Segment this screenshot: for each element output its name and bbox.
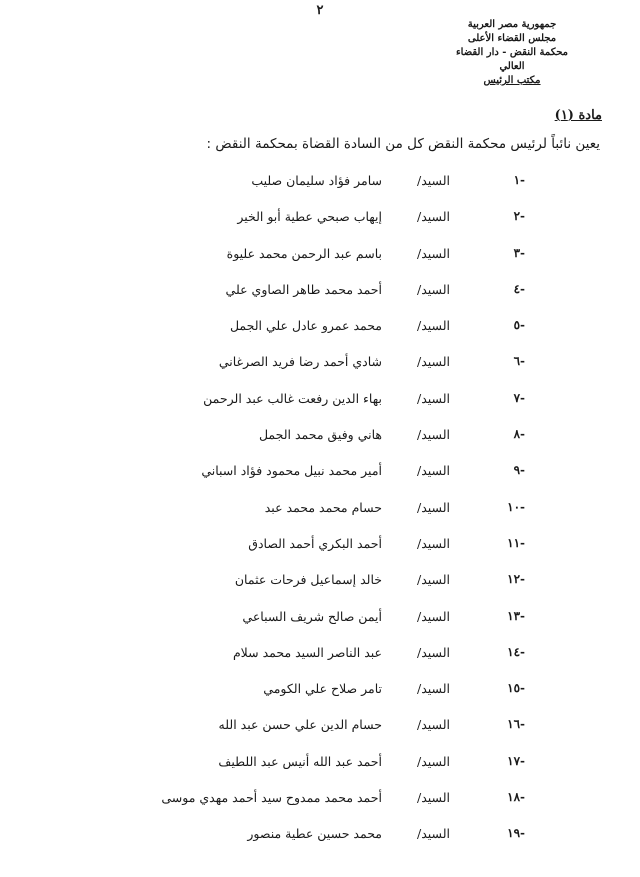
entry-name: محمد حسين عطية منصور bbox=[247, 826, 382, 842]
list-item bbox=[0, 568, 640, 604]
entry-name: حسام محمد محمد عبد bbox=[264, 499, 382, 515]
list-item bbox=[0, 532, 640, 568]
entry-title: السيد/ bbox=[417, 644, 450, 660]
entry-name: حسام الدين علي حسن عبد الله bbox=[218, 717, 382, 733]
list-item bbox=[0, 314, 640, 350]
letterhead-council: مجلس القضاء الأعلى bbox=[467, 33, 557, 44]
letterhead-office: مكتب الرئيس bbox=[483, 75, 541, 86]
entry-title: السيد/ bbox=[417, 390, 450, 406]
entry-num: -١ bbox=[513, 173, 525, 187]
entry-title: السيد/ bbox=[417, 173, 450, 188]
entry-num: -٨ bbox=[513, 427, 525, 442]
appointee-list bbox=[0, 169, 640, 859]
article-label: مادة (١) bbox=[554, 108, 602, 123]
entry-num: -٩ bbox=[513, 463, 525, 478]
entry-num: -٣ bbox=[513, 245, 525, 260]
entry-name: أحمد محمد ممدوح سيد أحمد مهدي موسى bbox=[161, 790, 382, 806]
list-item bbox=[0, 278, 640, 314]
entry-title: السيد/ bbox=[417, 245, 450, 261]
entry-title: السيد/ bbox=[417, 753, 450, 769]
entry-title: السيد/ bbox=[417, 209, 450, 225]
entry-name: أحمد محمد طاهر الصاوي علي bbox=[225, 281, 382, 297]
entry-num: -١٦ bbox=[507, 717, 525, 732]
entry-title: السيد/ bbox=[417, 608, 450, 624]
list-item bbox=[0, 605, 640, 641]
entry-num: -١٩ bbox=[507, 826, 525, 841]
list-item bbox=[0, 822, 640, 858]
letterhead-country: جمهورية مصر العربية bbox=[467, 19, 557, 30]
list-item bbox=[0, 677, 640, 713]
entry-num: -١١ bbox=[507, 535, 525, 550]
entry-num: -٥ bbox=[513, 318, 525, 333]
entry-name: أحمد البكري أحمد الصادق bbox=[248, 535, 382, 551]
entry-name: تامر صلاح علي الكومي bbox=[263, 681, 382, 697]
list-item bbox=[0, 387, 640, 423]
list-item bbox=[0, 459, 640, 495]
entry-num: -١٧ bbox=[507, 753, 525, 768]
entry-title: السيد/ bbox=[417, 463, 450, 479]
entry-name: أحمد عبد الله أنيس عبد اللطيف bbox=[218, 753, 382, 769]
entry-name: هاني وفيق محمد الجمل bbox=[258, 427, 382, 443]
entry-name: محمد عمرو عادل علي الجمل bbox=[229, 318, 382, 334]
entry-name: باسم عبد الرحمن محمد عليوة bbox=[226, 245, 382, 261]
list-item bbox=[0, 205, 640, 241]
entry-num: -٤ bbox=[513, 281, 525, 296]
entry-name: بهاء الدين رفعت غالب عبد الرحمن bbox=[203, 390, 382, 406]
entry-name: عبد الناصر السيد محمد سلام bbox=[232, 644, 382, 660]
entry-num: -١٨ bbox=[507, 790, 525, 805]
list-item bbox=[0, 242, 640, 278]
list-item bbox=[0, 641, 640, 677]
page-number: ٢ bbox=[316, 3, 324, 18]
entry-name: سامر فؤاد سليمان صليب bbox=[251, 173, 382, 188]
entry-num: -١٣ bbox=[507, 608, 525, 623]
entry-num: -٧ bbox=[513, 390, 525, 405]
entry-name: أيمن صالح شريف السباعي bbox=[242, 608, 382, 624]
entry-title: السيد/ bbox=[417, 717, 450, 733]
intro-text: يعين نائباً لرئيس محكمة النقض كل من السادة القضاة بمحكمة النقض : bbox=[206, 136, 600, 152]
entry-name: إيهاب صبحي عطية أبو الخير bbox=[237, 209, 382, 225]
letterhead-court: محكمة النقض - دار القضاء العالي bbox=[455, 47, 569, 72]
entry-title: السيد/ bbox=[417, 572, 450, 588]
list-item bbox=[0, 713, 640, 749]
letterhead bbox=[452, 18, 572, 88]
list-item bbox=[0, 496, 640, 532]
entry-title: السيد/ bbox=[417, 499, 450, 515]
entry-title: السيد/ bbox=[417, 427, 450, 443]
list-item bbox=[0, 750, 640, 786]
entry-num: -٢ bbox=[513, 209, 525, 224]
entry-title: السيد/ bbox=[417, 681, 450, 697]
entry-title: السيد/ bbox=[417, 281, 450, 297]
entry-num: -١٢ bbox=[507, 572, 525, 587]
entry-name: خالد إسماعيل فرحات عثمان bbox=[234, 572, 382, 588]
entry-num: -٦ bbox=[513, 354, 525, 369]
list-item bbox=[0, 169, 640, 205]
entry-name: أمير محمد نبيل محمود فؤاد اسباني bbox=[201, 463, 382, 479]
entry-title: السيد/ bbox=[417, 354, 450, 370]
list-item bbox=[0, 786, 640, 822]
entry-title: السيد/ bbox=[417, 790, 450, 806]
entry-title: السيد/ bbox=[417, 826, 450, 842]
list-item bbox=[0, 350, 640, 386]
list-item bbox=[0, 423, 640, 459]
entry-num: -١٤ bbox=[507, 644, 525, 659]
entry-name: شادي أحمد رضا فريد الصرغاني bbox=[218, 354, 382, 370]
entry-title: السيد/ bbox=[417, 535, 450, 551]
entry-num: -١٥ bbox=[507, 681, 525, 696]
entry-title: السيد/ bbox=[417, 318, 450, 334]
entry-num: -١٠ bbox=[507, 499, 525, 514]
